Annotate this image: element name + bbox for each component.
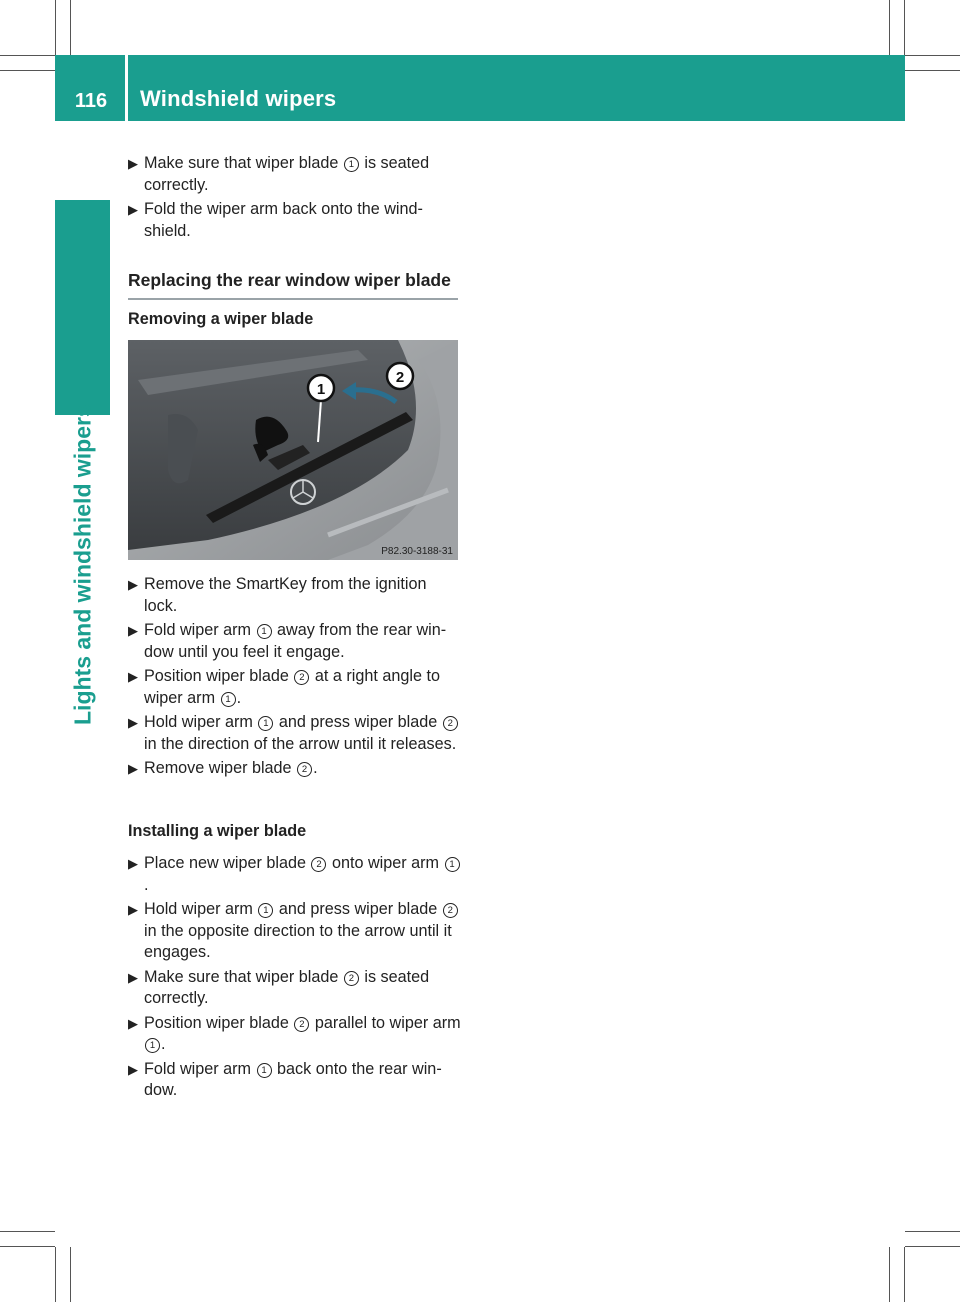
step-arrow-icon: ▶ <box>128 902 138 917</box>
step-arrow-icon: ▶ <box>128 1061 138 1077</box>
step-arrow-icon: ▶ <box>128 577 138 592</box>
step-text: Fold wiper arm <box>144 1059 252 1078</box>
crop-mark <box>905 70 960 71</box>
step-text: onto wiper arm <box>331 854 440 872</box>
crop-mark <box>889 0 890 55</box>
step-text: Hold wiper arm <box>144 713 253 731</box>
callout-1-icon: 1 <box>257 624 272 639</box>
step-arrow-icon: ▶ <box>128 969 138 985</box>
step-item <box>128 758 463 780</box>
step-item <box>128 1059 463 1102</box>
step-item <box>128 899 463 964</box>
step-arrow-icon: ▶ <box>128 202 138 217</box>
step-item <box>128 199 463 242</box>
step-item <box>128 712 463 755</box>
step-text: Remove the SmartKey from the ignition lock. <box>144 575 427 615</box>
crop-mark <box>70 0 71 55</box>
step-text: Make sure that wiper blade <box>144 154 339 172</box>
step-arrow-icon: ▶ <box>128 1015 138 1031</box>
step-arrow-icon: ▶ <box>128 715 138 730</box>
step-arrow-icon: ▶ <box>128 623 138 638</box>
side-tab <box>55 200 110 415</box>
crop-mark <box>55 1247 56 1302</box>
crop-mark <box>889 1247 890 1302</box>
removing-steps <box>128 574 463 783</box>
step-text: . <box>161 1035 166 1053</box>
crop-mark <box>0 1246 55 1247</box>
crop-mark <box>904 1247 905 1302</box>
crop-mark <box>905 55 960 56</box>
crop-mark <box>55 0 56 55</box>
step-arrow-icon: ▶ <box>128 669 138 684</box>
callout-2-icon: 2 <box>443 903 458 918</box>
step-text: . <box>236 688 242 707</box>
step-text: Make sure that wiper blade <box>144 967 339 986</box>
step-arrow-icon: ▶ <box>128 761 138 776</box>
step-arrow-icon: ▶ <box>128 856 138 871</box>
installing-steps <box>128 853 463 1105</box>
step-text: Position wiper blade <box>144 1013 289 1032</box>
wiper-illustration <box>128 340 458 560</box>
step-text: and press wiper blade <box>278 900 438 918</box>
callout-1-icon: 1 <box>258 903 273 918</box>
callout-2-icon: 2 <box>344 971 359 986</box>
step-item <box>128 153 463 196</box>
crop-mark <box>70 1247 71 1302</box>
step-text: is seated correctly. <box>144 967 430 1007</box>
callout-1-icon: 1 <box>258 716 273 731</box>
step-text: parallel to wiper arm <box>314 1013 461 1032</box>
crop-mark <box>905 1246 960 1247</box>
step-item <box>128 666 463 709</box>
side-tab-label <box>55 404 110 725</box>
step-item <box>128 853 463 896</box>
step-text: Fold wiper arm <box>144 621 252 639</box>
step-text: away from the rear win-dow until you feel it engage. <box>144 621 447 661</box>
step-text: and press wiper blade <box>278 713 438 731</box>
crop-mark <box>0 55 55 56</box>
step-text: in the opposite direction to the arrow until it engages. <box>144 921 452 961</box>
step-text: Remove wiper blade <box>144 759 292 777</box>
step-item <box>128 967 463 1010</box>
removing-title: Removing a wiper blade <box>128 310 314 328</box>
callout-2-icon: 2 <box>311 857 326 872</box>
callout-1-icon: 1 <box>344 157 359 172</box>
callout-2-icon: 2 <box>297 762 312 777</box>
step-arrow-icon: ▶ <box>128 156 138 171</box>
step-text: in the direction of the arrow until it releases. <box>144 734 457 753</box>
step-text: at a right angle to wiper arm <box>144 667 440 707</box>
page-title: Windshield wipers <box>140 86 337 111</box>
installing-title: Installing a wiper blade <box>128 822 307 840</box>
step-item <box>128 1013 463 1056</box>
section-title: Replacing the rear window wiper blade <box>128 270 458 300</box>
crop-mark <box>905 1231 960 1232</box>
step-text: is seated correctly. <box>144 154 430 194</box>
step-text: Fold the wiper arm back onto the wind-shield. <box>144 200 423 240</box>
callout-2-icon: 2 <box>294 1017 309 1032</box>
crop-mark <box>0 70 55 71</box>
crop-mark <box>0 1231 55 1232</box>
wiper-figure <box>128 340 458 560</box>
step-item <box>128 620 463 663</box>
figure-callout-1: 1 <box>316 381 326 398</box>
callout-1-icon: 1 <box>257 1063 272 1078</box>
crop-mark <box>904 0 905 55</box>
step-text: . <box>144 875 149 894</box>
callout-1-icon: 1 <box>221 692 236 707</box>
step-text: . <box>313 759 318 777</box>
top-steps <box>128 153 463 245</box>
callout-1-icon: 1 <box>445 857 460 872</box>
figure-callout-2: 2 <box>395 369 405 386</box>
step-text: Position wiper blade <box>144 667 289 685</box>
callout-2-icon: 2 <box>294 670 309 685</box>
callout-1-icon: 1 <box>145 1038 160 1053</box>
step-text: back onto the rear win-dow. <box>144 1059 442 1099</box>
page-number: 116 <box>74 90 108 112</box>
figure-code: P82.30-3188-31 <box>381 546 453 557</box>
callout-2-icon: 2 <box>443 716 458 731</box>
step-text: Hold wiper arm <box>144 900 253 918</box>
step-item <box>128 574 463 617</box>
step-text: Place new wiper blade <box>144 854 306 872</box>
side-tab-text: Lights and windshield wipers <box>69 404 95 725</box>
header-divider <box>125 55 128 121</box>
